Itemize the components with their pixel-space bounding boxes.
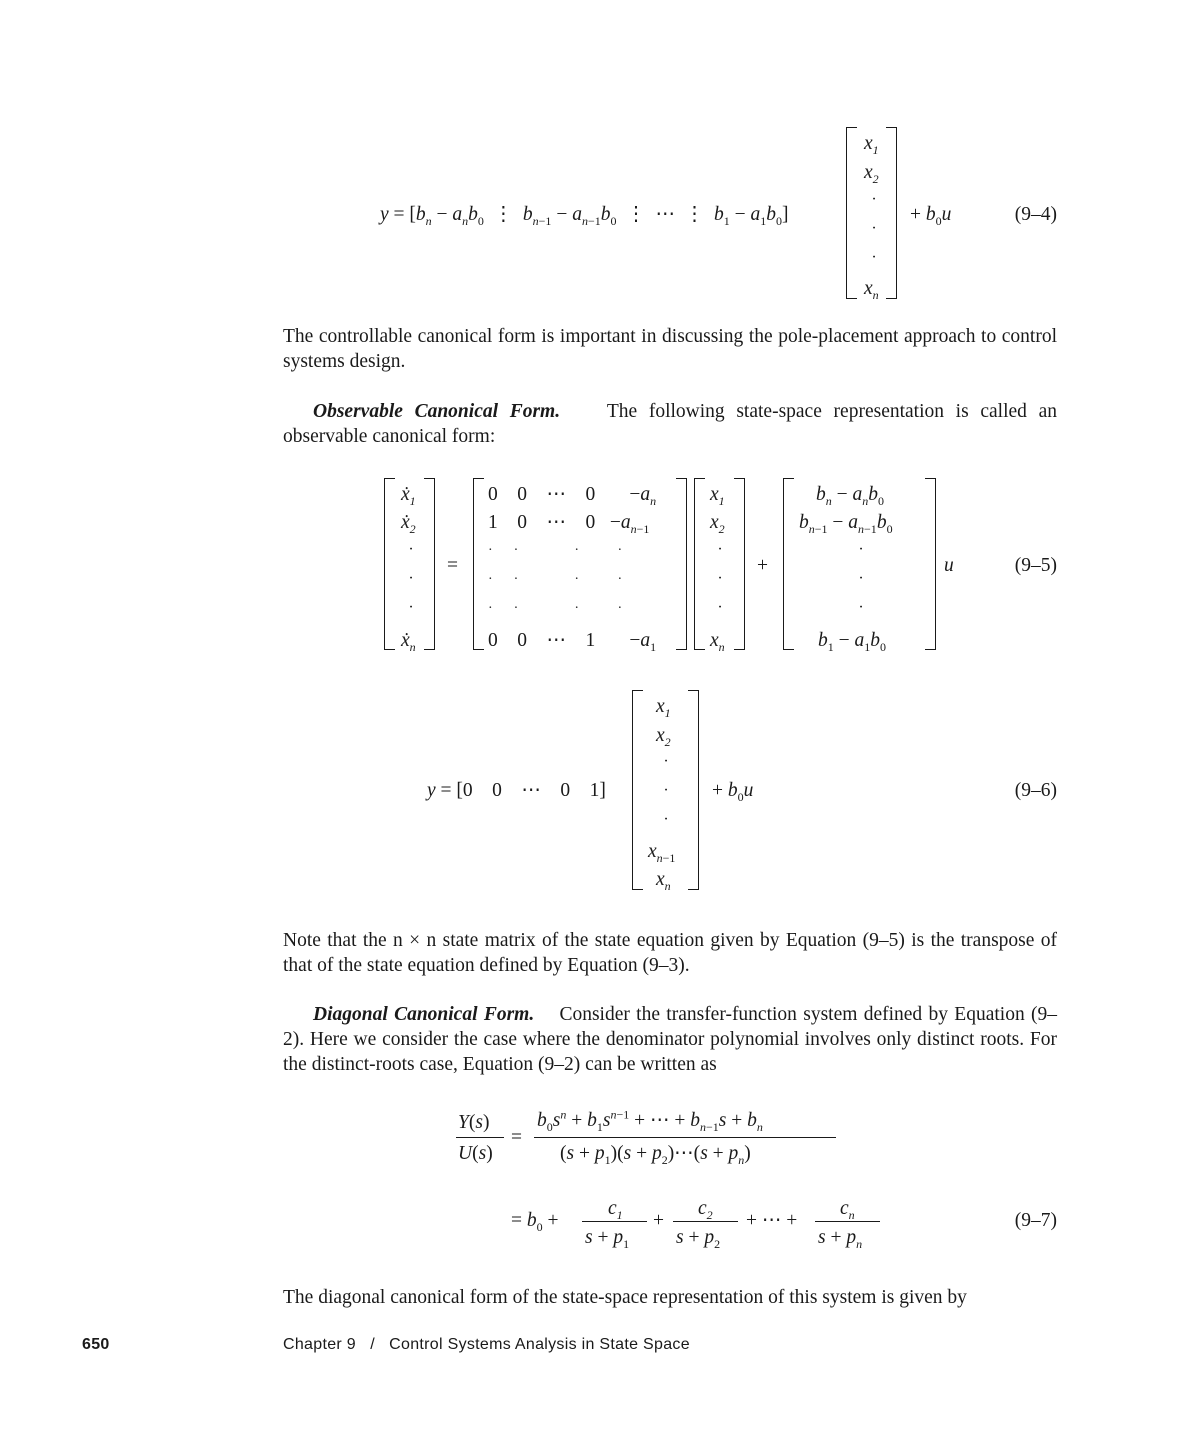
eq97-numerator-poly: $b_0s^n + b_1s^{n-1}$ + ⋯ + $b_{n-1}s + b_n$: [537, 1107, 763, 1134]
eq95-x2: $x_2$: [710, 512, 725, 536]
eq96-tail: + $b_0u$: [712, 780, 754, 804]
eq96-xn: $x_n$: [656, 869, 671, 893]
eq96-right-bracket: [688, 690, 699, 890]
section-heading-observable: Observable Canonical Form.: [313, 401, 561, 422]
eq94-number: (9–4): [1014, 204, 1057, 225]
eq96-row-expression: y = [0 0 ⋯ 0 1]: [427, 780, 606, 801]
eq95-dot: ·: [408, 599, 414, 616]
eq95-B-left-bracket: [783, 478, 794, 650]
eq97-denominator-poly: $(s + p_1)(s$ + $p_2)\cdots(s + p_n)$: [560, 1143, 751, 1167]
eq97-plus-dots: + ⋯ +: [746, 1210, 798, 1231]
eq94-x2: $x_2$: [864, 162, 879, 186]
eq95-number: (9–5): [1014, 555, 1057, 576]
eq95-x-right-bracket: [734, 478, 745, 650]
eq97-fraction-line: [815, 1221, 880, 1222]
eq97-fraction-line: [582, 1221, 647, 1222]
eq95-A-rown: 0 0 ⋯ 1 $-a_1$: [488, 630, 657, 654]
eq94-left-bracket: [846, 127, 857, 299]
eq96-dot: ·: [663, 782, 669, 799]
eq97-number: (9–7): [1014, 1210, 1057, 1231]
eq95-xdot-right-bracket: [424, 478, 435, 650]
eq95-equals: =: [447, 555, 458, 576]
eq95-plus: +: [757, 555, 768, 576]
eq97-equals1: =: [511, 1127, 522, 1148]
eq95-A-dots: · · · ·: [488, 543, 623, 558]
eq95-dot: ·: [717, 570, 723, 587]
eq95-dot: ·: [408, 541, 414, 558]
eq96-xn-1: $x_{n-1}$: [648, 841, 676, 865]
eq97-cn: $c_n$: [840, 1198, 855, 1222]
eq95-A-row2: 1 0 ⋯ $0 -a_{n-1}$: [488, 512, 650, 536]
eq95-dot: ·: [717, 541, 723, 558]
eq95-x-left-bracket: [694, 478, 705, 650]
eq95-xn: $x_n$: [710, 630, 725, 654]
section-text-diagonal: Consider the transfer-function system defined by Equation (9–2). Here we consider the case where the denominator polynomial involves only distinct roots. For the distinct-roots case, Equation (9–2) can be written as: [283, 1004, 1057, 1075]
eq97-c1: $c_1$: [608, 1198, 623, 1222]
eq95-x1: $x_1$: [710, 484, 725, 508]
eq95-xdot2: ẋ$_2$: [401, 512, 416, 536]
eq97-den1: $s + p_1$: [585, 1227, 630, 1251]
eq96-x2: $x_2$: [656, 725, 671, 749]
eq95-dot: ·: [858, 541, 864, 558]
eq95-A-dots: · · · ·: [488, 572, 623, 587]
eq97-plus: +: [653, 1210, 664, 1231]
eq96-dot: ·: [663, 753, 669, 770]
eq97-numerator-Y: Y(s): [458, 1112, 490, 1133]
paragraph-diagonal-form: [283, 1002, 1057, 1077]
paragraph-diagonal-representation: The diagonal canonical form of the state-space representation of this system is given by: [283, 1287, 967, 1308]
eq95-A-row1: 0 0 ⋯ 0 $-a_n$: [488, 484, 657, 508]
eq94-dot: ·: [871, 220, 877, 237]
eq96-dot: ·: [663, 811, 669, 828]
paragraph-controllable-form: The controllable canonical form is important in discussing the pole-placement approach to control systems design.: [283, 326, 1057, 372]
eq95-dot: ·: [717, 599, 723, 616]
eq94-x1: $x_1$: [864, 133, 879, 157]
eq97-denn: $s + p_n$: [818, 1227, 863, 1251]
eq97-den2: $s + p_2$: [676, 1227, 721, 1251]
eq95-B-row2: $b_{n-1} - a_{n-1}b_0$: [799, 512, 893, 536]
eq97-c2: $c_2$: [698, 1198, 713, 1222]
eq95-dot: ·: [858, 599, 864, 616]
eq95-u: u: [944, 555, 954, 576]
paragraph-observable-form: [283, 399, 1057, 449]
eq95-dot: ·: [858, 570, 864, 587]
eq95-xdotn: ẋ$_n$: [401, 630, 416, 654]
eq95-B-right-bracket: [925, 478, 936, 650]
eq94-xn: $x_n$: [864, 278, 879, 302]
eq94-dot: ·: [871, 191, 877, 208]
eq96-number: (9–6): [1014, 780, 1057, 801]
eq95-A-dots: · · · ·: [488, 601, 623, 616]
eq97-fraction-line: [673, 1221, 738, 1222]
eq94-right-bracket: [886, 127, 897, 299]
page-number: 650: [82, 1336, 110, 1353]
eq96-x1: $x_1$: [656, 696, 671, 720]
section-text-observable: The following state-space representation is called an observable canonical form:: [283, 401, 1058, 447]
chapter-running-title: Chapter 9 / Control Systems Analysis in State Space: [283, 1336, 690, 1353]
eq96-left-bracket: [632, 690, 643, 890]
eq95-A-right-bracket: [676, 478, 687, 650]
eq94-row-expression: $y = [b_n - a_nb_0$ ⋮ $b_{n-1} - a_{n-1}b_0$ ⋮ ⋯ ⋮ $b_1 - a_1b_0$]: [380, 204, 789, 228]
eq95-B-rown: $b_1 - a_1b_0$: [818, 630, 886, 654]
eq95-xdot1: ẋ$_1$: [401, 484, 416, 508]
eq95-A-left-bracket: [473, 478, 484, 650]
section-heading-diagonal: Diagonal Canonical Form.: [313, 1004, 535, 1025]
eq94-tail: + $b_0u$: [910, 204, 952, 228]
paragraph-note-transpose: Note that the n × n state matrix of the state equation given by Equation (9–5) is the transpose of that of the state equation defined by Equation (9–3).: [283, 930, 1057, 976]
eq95-dot: ·: [408, 570, 414, 587]
eq94-dot: ·: [871, 249, 877, 266]
eq95-B-row1: $b_n - a_nb_0$: [816, 484, 884, 508]
eq97-fraction-line: [534, 1137, 836, 1138]
eq97-denominator-U: U(s): [458, 1143, 493, 1164]
eq97-equals2: = $b_0$ +: [511, 1210, 559, 1234]
eq97-fraction-line: [456, 1137, 504, 1138]
eq95-xdot-left-bracket: [384, 478, 395, 650]
